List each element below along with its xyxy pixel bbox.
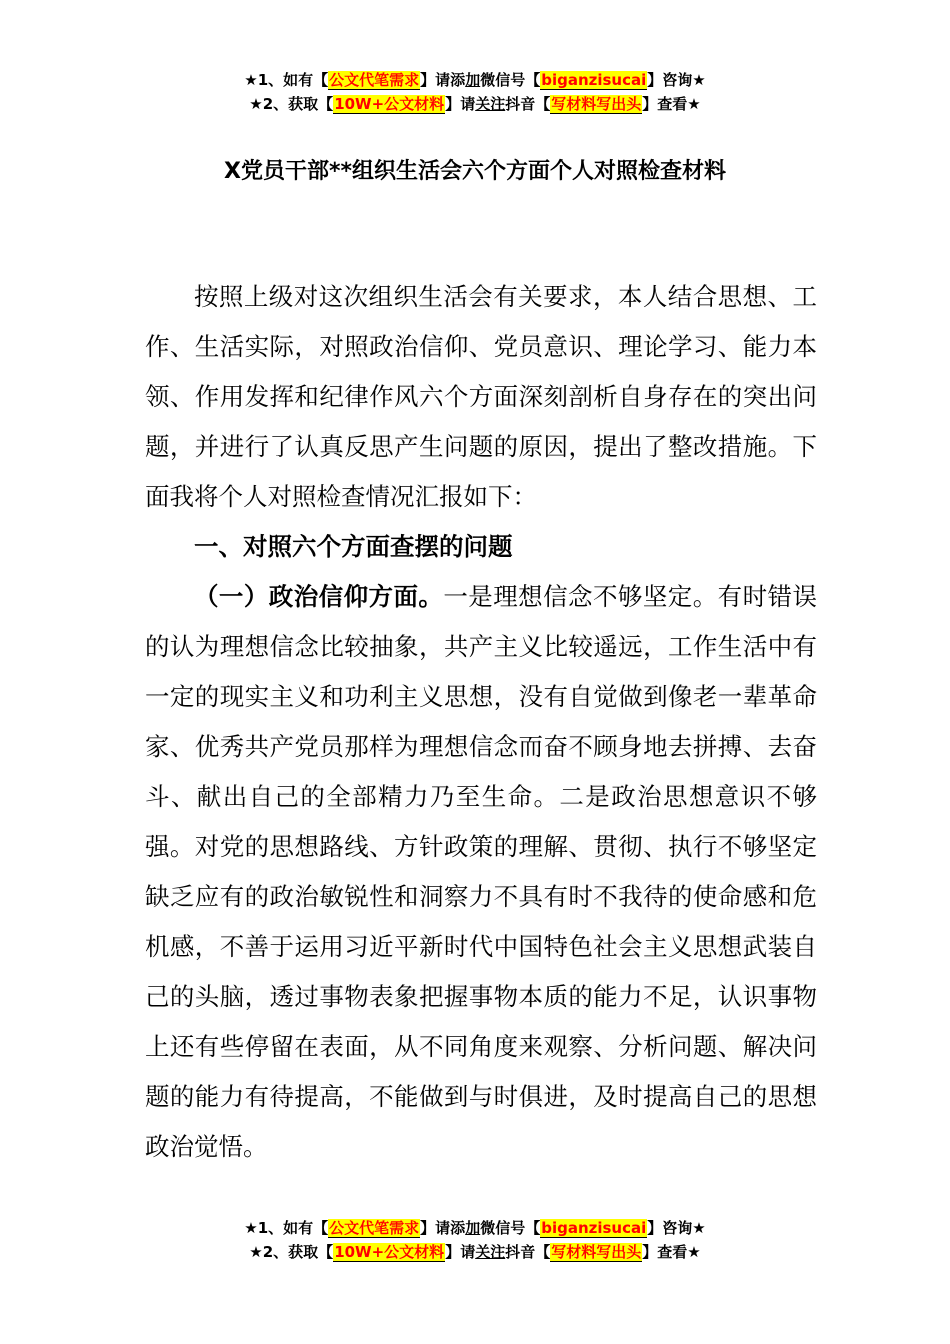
banner-emphasis: 关注 [475,95,506,113]
subsection-text: 一是理想信念不够坚定。有时错误的认为理想信念比较抽象，共产主义比较遥远，工作生活中有一定的现实主义和功利主义思想，没有自觉做到像老一辈革命家、优秀共产党员那样为理想信念而奋不顾身地去拼搏、去奋斗、献出自己的全部精力乃至生命。二是政治思想意识不够强。对党的思想路线、方针政策的理解、贯彻、执行不够坚定缺乏应有的政治敏锐性和洞察力不具有时不我待的使命感和危机感，不善于运用习近平新时代中国特色社会主义思想武装自己的头脑，透过事物表象把握事物本质的能力不足，认识事物上还有些停留在表面，从不同角度来观察、分析问题、解决问题的能力有待提高，不能做到与时俱进，及时提高自己的思想政治觉悟。 [145,582,817,1161]
document-title: X党员干部**组织生活会六个方面个人对照检查材料 [224,159,726,184]
footer-banner [0,1216,950,1264]
banner-highlight: biganzisucai [541,1219,647,1237]
banner-highlight: 写材料写出头 [551,95,642,113]
banner-text: ★1、如有【 [244,71,329,89]
banner-highlight: biganzisucai [541,71,647,89]
banner-text: 】查看★ [642,1243,701,1261]
banner-highlight: 公文代笔需求 [329,71,420,89]
banner-text: 】请 [445,95,476,113]
banner-text: 】请 [445,1243,476,1261]
banner-highlight: 公文代笔需求 [329,1219,420,1237]
banner-text: 】请添 [420,71,466,89]
banner-text: ★1、如有【 [244,1219,329,1237]
banner-text: 】查看★ [642,95,701,113]
banner-line-2 [0,92,950,116]
banner-text: 】咨询★ [647,71,706,89]
banner-emphasis: 加 [465,1219,481,1237]
banner-text: ★2、获取【 [249,95,334,113]
document-body [145,272,817,1172]
section-heading: 一、对照六个方面查摆的问题 [194,532,513,561]
banner-text: 】咨询★ [647,1219,706,1237]
banner-line-1 [0,68,950,92]
subsection-paragraph [145,572,817,1172]
header-banner [0,68,950,116]
banner-line-2 [0,1240,950,1264]
banner-highlight: 10W+公文材料 [334,95,445,113]
banner-emphasis: 加 [465,71,481,89]
banner-highlight: 写材料写出头 [551,1243,642,1261]
banner-emphasis: 关注 [475,1243,506,1261]
banner-text: 微信号【 [480,1219,541,1237]
banner-text: ★2、获取【 [249,1243,334,1261]
subsection-heading: （一）政治信仰方面。 [194,582,444,611]
banner-text: 抖音【 [505,95,551,113]
banner-text: 抖音【 [505,1243,551,1261]
intro-paragraph: 按照上级对这次组织生活会有关要求，本人结合思想、工作、生活实际，对照政治信仰、党员意识、理论学习、能力本领、作用发挥和纪律作风六个方面深刻剖析自身存在的突出问题，并进行了认真反思产生问题的原因，提出了整改措施。下面我将个人对照检查情况汇报如下： [145,282,817,511]
banner-text: 】请添 [420,1219,466,1237]
banner-highlight: 10W+公文材料 [334,1243,445,1261]
banner-line-1 [0,1216,950,1240]
banner-text: 微信号【 [480,71,541,89]
